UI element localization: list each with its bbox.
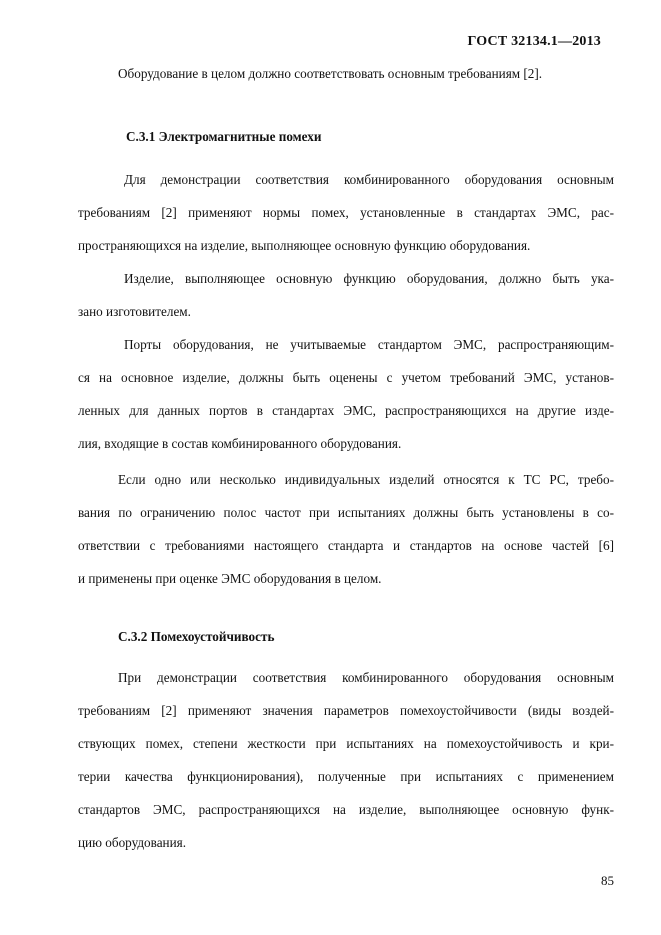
page-number: 85 (601, 873, 614, 888)
section-heading-c31: С.3.1 Электромагнитные помехи (126, 129, 322, 144)
paragraph-c31-2 (78, 262, 614, 328)
text-line: вания по ограничению полос частот при испытаниях должны быть установлены в со- (78, 505, 614, 520)
text-line: Изделие, выполняющее основную функцию оборудования, должно быть ука- (124, 271, 614, 286)
text-line: зано изготовителем. (78, 304, 191, 319)
paragraph-c32-1 (78, 661, 614, 859)
text-line: Оборудование в целом должно соответствовать основным требованиям [2]. (118, 66, 543, 81)
text-line: Порты оборудования, не учитываемые стандартом ЭМС, распространяющим- (124, 337, 614, 352)
text-line: стандартов ЭМС, распространяющихся на изделие, выполняющее основную функ- (78, 802, 614, 817)
text-line: ствующих помех, степени жесткости при испытаниях на помехоустойчивость и кри- (78, 736, 614, 751)
paragraph-c31-1 (78, 163, 614, 262)
text-line: ся на основное изделие, должны быть оценены с учетом требований ЭМС, установ- (78, 370, 614, 385)
text-line: лия, входящие в состав комбинированного оборудования. (78, 436, 402, 451)
text-line: Для демонстрации соответствия комбинированного оборудования основным (124, 172, 614, 187)
text-line: Если одно или несколько индивидуальных изделий относятся к ТС РС, требо- (118, 472, 614, 487)
paragraph-c31-4 (78, 463, 614, 595)
text-line: требованиям [2] применяют нормы помех, установленные в стандартах ЭМС, рас- (78, 205, 614, 220)
text-line: пространяющихся на изделие, выполняющее основную функцию оборудования. (78, 238, 531, 253)
intro-paragraph (118, 57, 614, 90)
text-line: терии качества функционирования), полученные при испытаниях с применением (78, 769, 614, 784)
text-line: цию оборудования. (78, 835, 187, 850)
section-heading-c32: С.3.2 Помехоустойчивость (118, 629, 275, 644)
text-line: ленных для данных портов в стандартах ЭМС, распространяющихся на другие изде- (78, 403, 614, 418)
text-line: требованиям [2] применяют значения параметров помехоустойчивости (виды воздей- (78, 703, 614, 718)
text-line: ответствии с требованиями настоящего стандарта и стандартов на основе частей [6] (78, 538, 614, 553)
paragraph-c31-3 (78, 328, 614, 460)
text-line: При демонстрации соответствия комбинированного оборудования основным (118, 670, 614, 685)
text-line: и применены при оценке ЭМС оборудования в целом. (78, 571, 382, 586)
standard-designation: ГОСТ 32134.1—2013 (467, 34, 601, 49)
